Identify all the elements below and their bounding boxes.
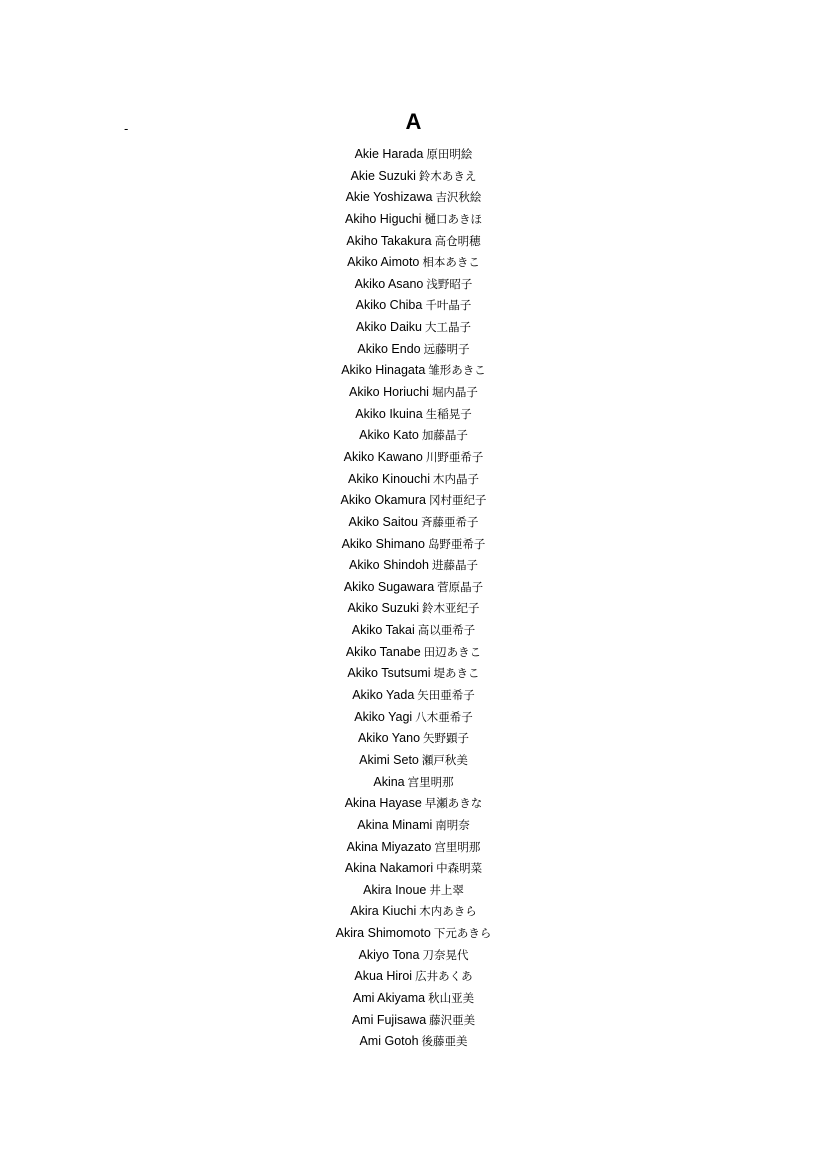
list-item: [0, 447, 827, 469]
list-item: [0, 880, 827, 902]
name-romaji: Akie Yoshizawa: [345, 190, 433, 205]
name-romaji: Akina Minami: [357, 817, 433, 832]
section-heading: A: [405, 109, 422, 134]
name-romaji: Akina Miyazato: [346, 839, 432, 854]
name-romaji: Akiko Saitou: [348, 514, 418, 529]
name-kanji: 斉藤亜希子: [420, 514, 479, 529]
list-item: [0, 382, 827, 404]
name-romaji: Akiko Asano: [354, 276, 424, 291]
list-item: [0, 598, 827, 620]
name-romaji: Akiho Takakura: [346, 233, 432, 248]
name-romaji: Akina: [373, 774, 405, 789]
name-list: [0, 144, 827, 1053]
name-kanji: 冈村亜纪子: [428, 493, 487, 508]
name-kanji: 大工晶子: [425, 320, 471, 335]
list-item: [0, 555, 827, 577]
name-kanji: 秋山亚美: [428, 990, 475, 1005]
list-item: [0, 209, 827, 231]
name-kanji: 刀奈晃代: [422, 947, 469, 962]
name-kanji: 矢田亜希子: [417, 688, 475, 703]
name-romaji: Ami Fujisawa: [351, 1012, 427, 1027]
name-kanji: 早瀬あきな: [424, 796, 483, 811]
list-item: [0, 663, 827, 685]
name-kanji: 宫里明那: [434, 839, 481, 854]
list-item: [0, 620, 827, 642]
list-item: [0, 187, 827, 209]
list-item: [0, 231, 827, 253]
name-kanji: 木内晶子: [433, 471, 479, 486]
list-item: [0, 490, 827, 512]
name-kanji: 広井あくあ: [415, 969, 473, 984]
name-romaji: Akiko Horiuchi: [349, 385, 429, 400]
name-romaji: Akina Hayase: [344, 796, 422, 811]
name-romaji: Akiho Higuchi: [345, 211, 422, 226]
list-item: [0, 144, 827, 166]
name-kanji: 千叶晶子: [425, 298, 472, 313]
name-kanji: 樋口あきほ: [424, 211, 482, 226]
name-romaji: Akiko Kawano: [343, 449, 423, 464]
name-romaji: Akiko Chiba: [355, 298, 423, 313]
name-kanji: 浅野昭子: [426, 276, 473, 291]
name-kanji: 高以亜希子: [417, 623, 476, 638]
name-romaji: Akiko Kinouchi: [348, 471, 430, 486]
name-kanji: 吉沢秋絵: [435, 190, 482, 205]
name-kanji: 远藤明子: [423, 341, 470, 356]
name-romaji: Akiko Takai: [351, 623, 415, 638]
name-kanji: 中森明菜: [436, 861, 483, 876]
name-romaji: Akimi Seto: [359, 752, 419, 767]
name-kanji: 藤沢亜美: [429, 1012, 476, 1027]
name-romaji: Akiko Shindoh: [349, 558, 429, 573]
list-item: [0, 252, 827, 274]
name-kanji: 雏形あきこ: [428, 363, 486, 378]
name-romaji: Akiko Suzuki: [347, 601, 420, 616]
name-kanji: 後藤亜美: [421, 1034, 468, 1049]
list-item: [0, 534, 827, 556]
name-kanji: 瀬戸秋美: [421, 752, 468, 767]
list-item: [0, 815, 827, 837]
name-kanji: 川野亜希子: [425, 449, 484, 464]
name-kanji: 井上翠: [429, 882, 464, 897]
list-item: [0, 901, 827, 923]
list-item: [0, 404, 827, 426]
name-kanji: 鈴木あきえ: [418, 168, 477, 183]
name-romaji: Akiko Sugawara: [343, 579, 435, 594]
name-kanji: 生稲晃子: [425, 406, 472, 421]
list-item: [0, 858, 827, 880]
name-romaji: Akiko Kato: [359, 428, 419, 443]
name-kanji: 堤あきこ: [433, 666, 480, 681]
list-item: [0, 793, 827, 815]
list-item: [0, 966, 827, 988]
name-kanji: 南明奈: [435, 817, 470, 832]
name-kanji: 八木亜希子: [415, 709, 473, 724]
name-kanji: 鈴木亚纪子: [422, 601, 480, 616]
name-romaji: Ami Akiyama: [352, 990, 426, 1005]
list-item: [0, 837, 827, 859]
list-item: [0, 577, 827, 599]
name-romaji: Akina Nakamori: [344, 861, 434, 876]
name-kanji: 田辺あきこ: [423, 644, 482, 659]
list-item: [0, 295, 827, 317]
list-item: [0, 317, 827, 339]
name-kanji: 木内あきら: [419, 904, 477, 919]
name-kanji: 堀内晶子: [431, 385, 478, 400]
name-kanji: 加藤晶子: [421, 428, 468, 443]
name-romaji: Akie Suzuki: [350, 168, 416, 183]
list-item: [0, 360, 827, 382]
list-item: [0, 1031, 827, 1053]
name-romaji: Akiko Yagi: [354, 709, 413, 724]
list-item: [0, 425, 827, 447]
name-romaji: Akiko Hinagata: [341, 363, 426, 378]
name-kanji: 岛野亜希子: [427, 536, 486, 551]
name-kanji: 下元あきら: [433, 926, 492, 941]
list-item: [0, 728, 827, 750]
dash-mark: -: [124, 121, 129, 136]
list-item: [0, 923, 827, 945]
list-item: [0, 772, 827, 794]
list-item: [0, 274, 827, 296]
list-item: [0, 166, 827, 188]
name-romaji: Akira Kiuchi: [350, 904, 417, 919]
list-item: [0, 469, 827, 491]
list-item: [0, 945, 827, 967]
list-item: [0, 339, 827, 361]
list-item: [0, 685, 827, 707]
name-romaji: Akiko Yada: [352, 688, 415, 703]
name-kanji: 宫里明那: [407, 774, 454, 789]
name-kanji: 矢野顕子: [423, 731, 470, 746]
name-romaji: Akiko Yano: [357, 731, 421, 746]
list-item: [0, 642, 827, 664]
name-romaji: Ami Gotoh: [359, 1034, 419, 1049]
name-romaji: Akie Harada: [354, 147, 424, 161]
name-romaji: Akiko Daiku: [356, 320, 422, 335]
name-kanji: 相本あきこ: [422, 255, 480, 270]
name-romaji: Akiko Okamura: [340, 493, 426, 508]
name-romaji: Akiko Tanabe: [345, 644, 421, 659]
list-item: [0, 512, 827, 534]
name-kanji: 原田明絵: [426, 147, 473, 161]
list-item: [0, 707, 827, 729]
name-romaji: Akiko Aimoto: [347, 255, 420, 270]
name-romaji: Akiko Ikuina: [355, 406, 423, 421]
name-romaji: Akiko Endo: [357, 341, 421, 356]
list-item: [0, 988, 827, 1010]
name-romaji: Akiko Shimano: [341, 536, 425, 551]
name-romaji: Akira Inoue: [363, 882, 427, 897]
name-romaji: Akira Shimomoto: [335, 926, 431, 941]
list-item: [0, 1010, 827, 1032]
name-kanji: 进藤晶子: [431, 558, 478, 573]
name-kanji: 菅原晶子: [437, 579, 484, 594]
name-kanji: 高仓明穂: [434, 233, 481, 248]
name-romaji: Akua Hiroi: [354, 969, 413, 984]
name-romaji: Akiko Tsutsumi: [347, 666, 431, 681]
name-romaji: Akiyo Tona: [358, 947, 420, 962]
list-item: [0, 750, 827, 772]
